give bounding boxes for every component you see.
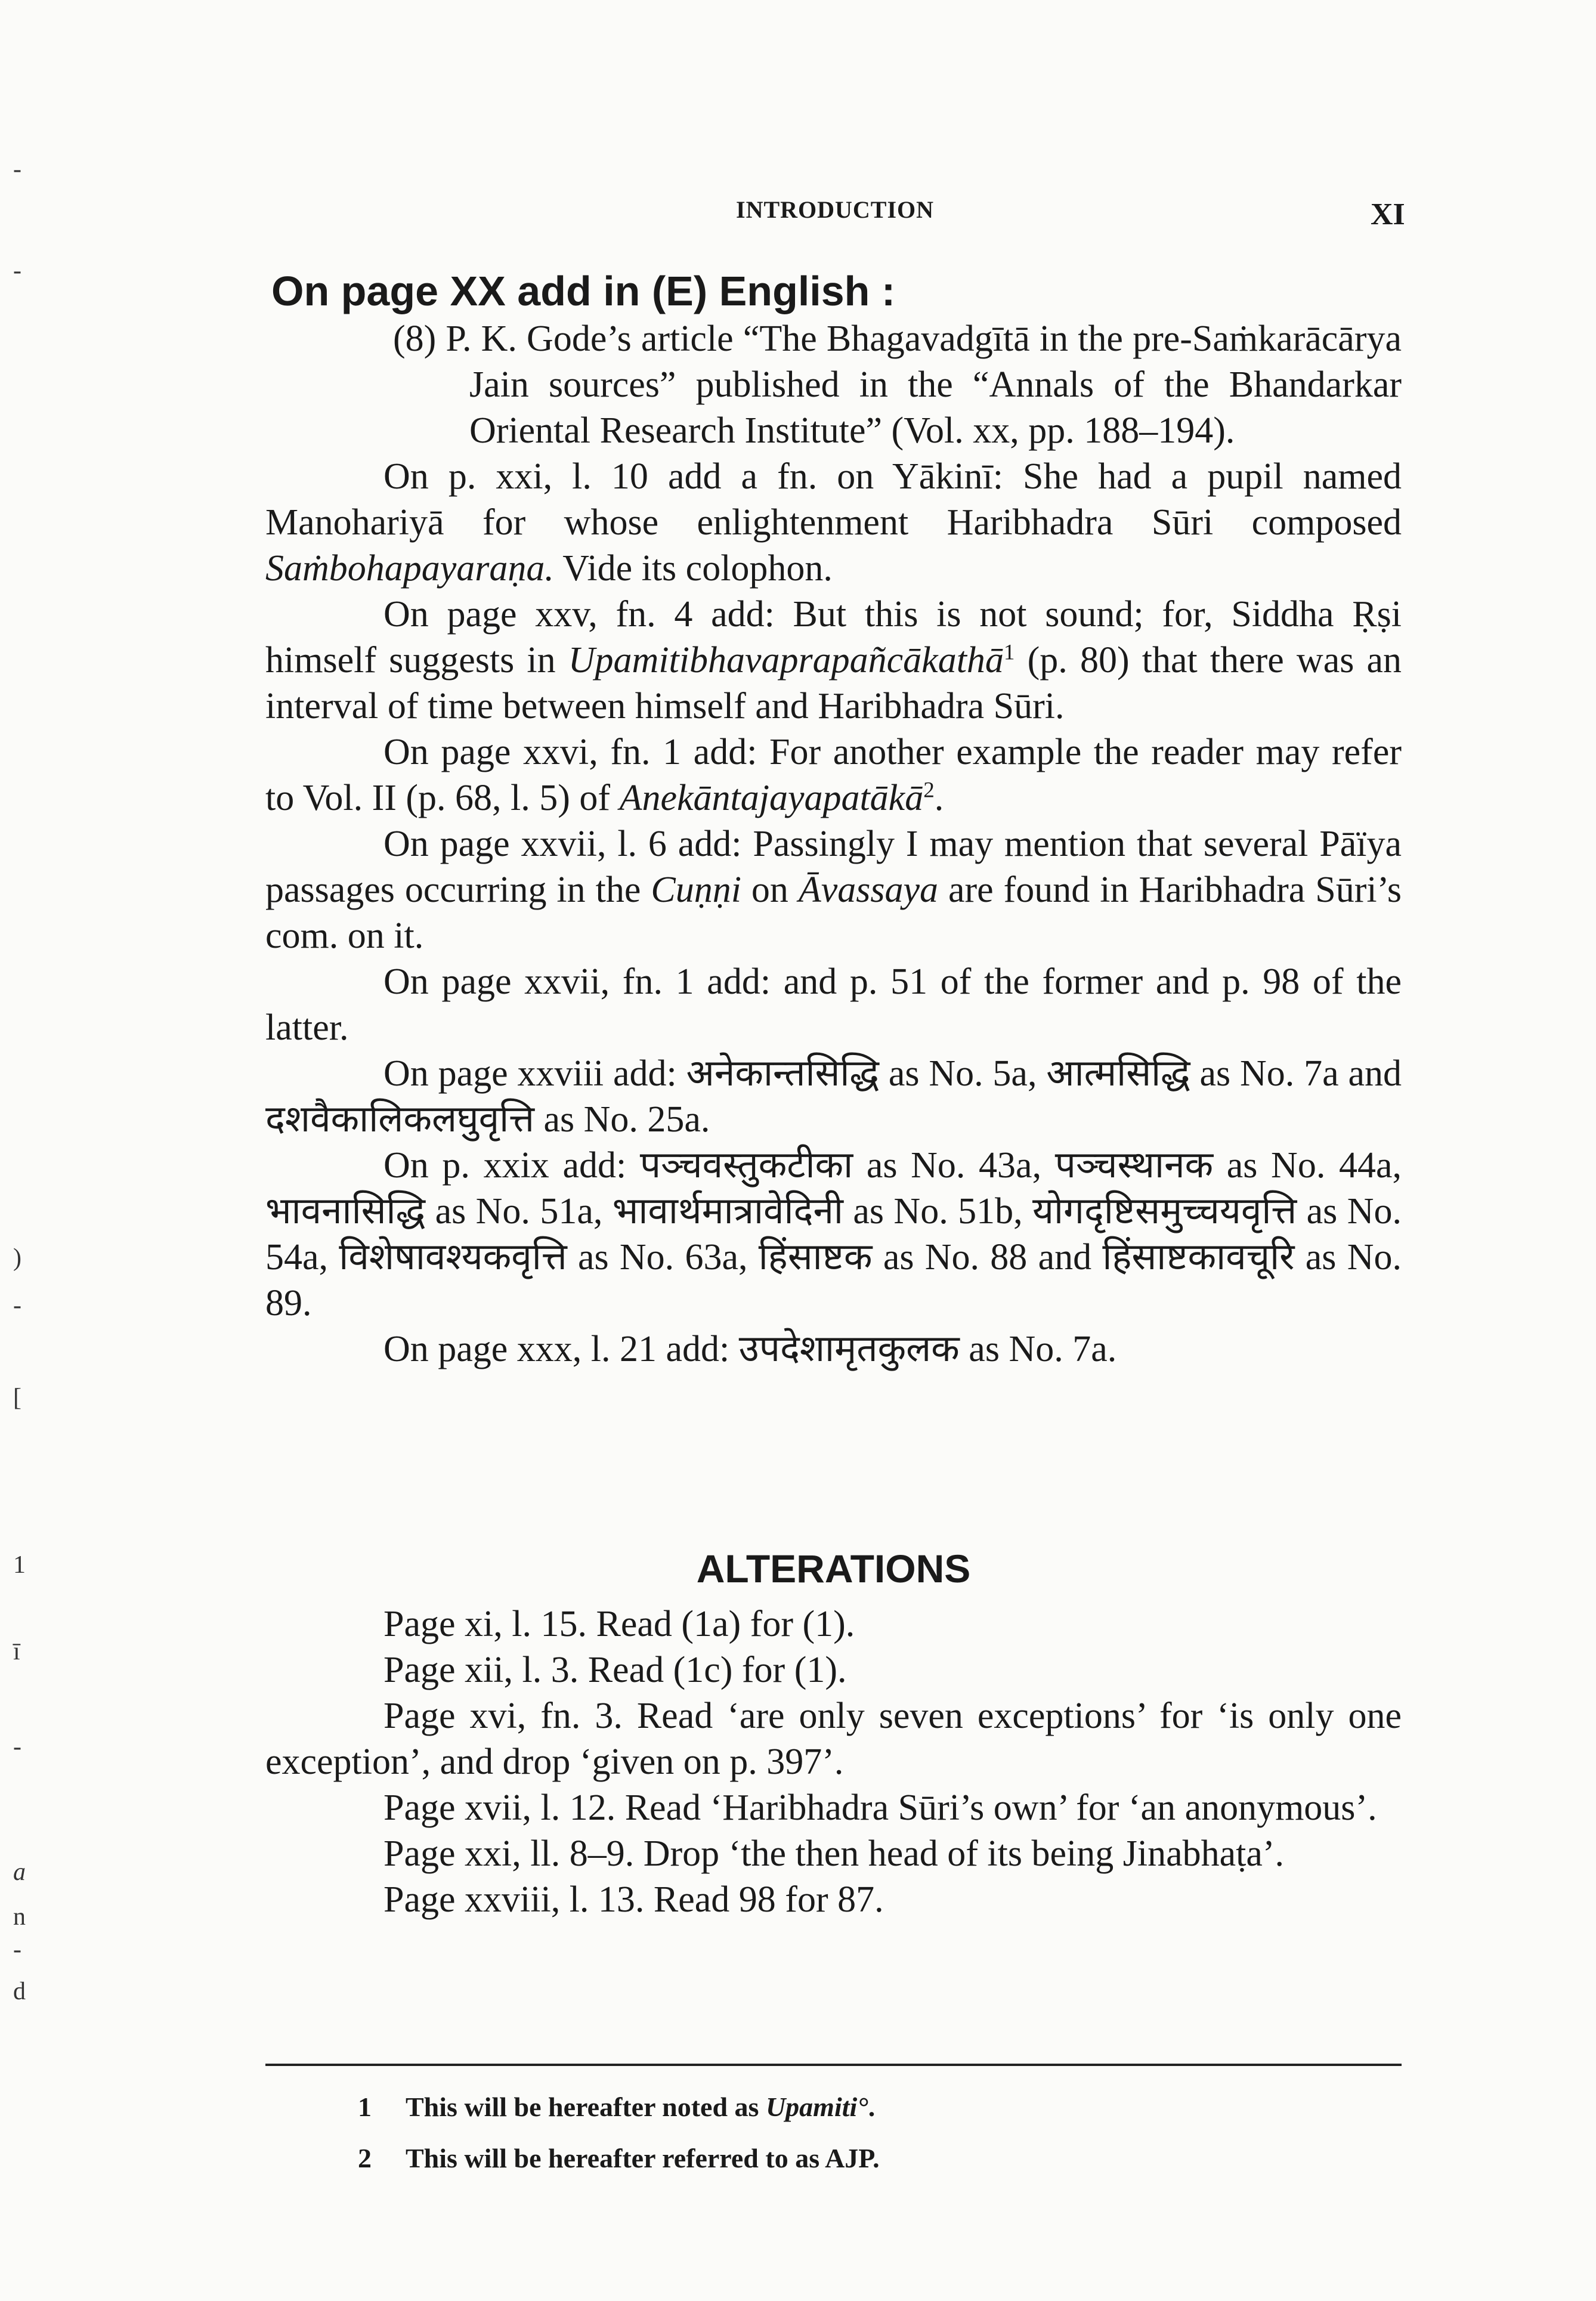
work-title: Āvassaya: [798, 870, 939, 910]
addendum-paragraph: On p. xxix add: पञ्चवस्तुकटीका as No. 43a, पञ्चस्थानक as No. 44a, भावनासिद्धि as No. 51a, भावार्थमात्रावेदिनी as No. 51b, योगदृष्टिसमुच्चयवृत्ति as No. 54a, विशेषावश्यकवृत्ति as No. 63a, हिंसाष्टक as No. 88 and हिंसाष्टकावचूरि as No. 89.: [265, 1145, 1402, 1323]
addendum-paragraph: On page xxvi, fn. 1 add: For another example the reader may refer to Vol. II (p. 68, l. 5) of Anekāntajayapatākā$^2$.: [265, 732, 1402, 818]
alterations-heading: ALTERATIONS: [696, 1547, 971, 1591]
footnote-ref: 2: [923, 778, 935, 803]
margin-mark: ī: [13, 1638, 20, 1665]
work-title: Upamiti°: [765, 2092, 868, 2122]
alteration-item: Page xi, l. 15. Read (1a) for (1).: [383, 1604, 855, 1644]
work-title: Cuṇṇi: [651, 870, 741, 910]
margin-mark: n: [13, 1903, 26, 1931]
addendum-paragraph: On page xxvii, l. 6 add: Passingly I may mention that several Pāïya passages occurring in the Cuṇṇi on Āvassaya are found in Haribhadra Sūri’s com. on it.: [265, 824, 1402, 956]
footnote-rule: [265, 2064, 1402, 2066]
footnotes: [358, 2082, 880, 2184]
footnote-2: 2 This will be hereafter referred to as AJP.: [358, 2143, 880, 2173]
page-number: XI: [1371, 197, 1405, 231]
margin-mark: -: [13, 1733, 21, 1761]
addendum-paragraph: On page xxv, fn. 4 add: But this is not sound; for, Siddha Ṛṣi himself suggests in Upamitibhavaprapañcākathā$^1$ (p. 80) that there was an interval of time between himself and Haribhadra Sūri.: [265, 594, 1402, 726]
margin-mark: 1: [13, 1551, 26, 1579]
addendum-paragraph: On page xxvii, fn. 1 add: and p. 51 of the former and p. 98 of the latter.: [265, 961, 1402, 1048]
margin-mark: ): [13, 1244, 21, 1272]
work-title: Anekāntajayapatākā: [619, 778, 924, 818]
footnote-ref: 1: [1003, 640, 1015, 665]
footnote-1: 1 This will be hereafter noted as Upamiti°.: [358, 2092, 876, 2122]
alterations-list: [265, 1601, 1402, 1923]
running-head: INTRODUCTION: [736, 196, 935, 223]
margin-mark: [: [13, 1384, 21, 1412]
addendum-paragraph: On page xxx, l. 21 add: उपदेशामृतकुलक as No. 7a.: [383, 1329, 1117, 1369]
addendum-paragraph: On page xxviii add: अनेकान्तसिद्धि as No. 5a, आत्मसिद्धि as No. 7a and दशवैकालिकलघुवृत्ति as No. 25a.: [265, 1053, 1402, 1140]
addendum-entry-8: (8) P. K. Gode’s article “The Bhagavadgītā in the pre-Saṁkarācārya Jain sources” published in the “Annals of the Bhandarkar Oriental Research Institute” (Vol. xx, pp. 188–194).: [393, 318, 1402, 451]
addendum-paragraph: On p. xxi, l. 10 add a fn. on Yākinī: She had a pupil named Manohariyā for whose enlightenment Haribhadra Sūri composed Saṁbohapayaraṇa. Vide its colophon.: [265, 456, 1402, 589]
margin-mark: -: [13, 257, 21, 284]
margin-mark: -: [13, 1292, 21, 1319]
margin-mark: a: [13, 1858, 26, 1886]
section-heading: On page XX add in (E) English :: [271, 268, 896, 314]
addenda-body: [265, 316, 1402, 1372]
work-title: Saṁbohapayaraṇa.: [265, 548, 554, 589]
alteration-item: Page xxviii, l. 13. Read 98 for 87.: [383, 1879, 884, 1920]
alteration-item: Page xvi, fn. 3. Read ‘are only seven exceptions’ for ‘is only one exception’, and drop ‘given on p. 397’.: [265, 1696, 1402, 1782]
margin-mark: -: [13, 156, 21, 183]
margin-mark: d: [13, 1978, 26, 2005]
alteration-item: Page xii, l. 3. Read (1c) for (1).: [383, 1650, 847, 1690]
alteration-item: Page xvii, l. 12. Read ‘Haribhadra Sūri’s own’ for ‘an anonymous’.: [383, 1787, 1377, 1828]
alteration-item: Page xxi, ll. 8–9. Drop ‘the then head of its being Jinabhaṭa’.: [383, 1833, 1285, 1874]
work-title: Upamitibhavaprapañcākathā: [568, 640, 1004, 681]
left-margin-bleed: [13, 0, 37, 2301]
margin-mark: -: [13, 1936, 21, 1963]
